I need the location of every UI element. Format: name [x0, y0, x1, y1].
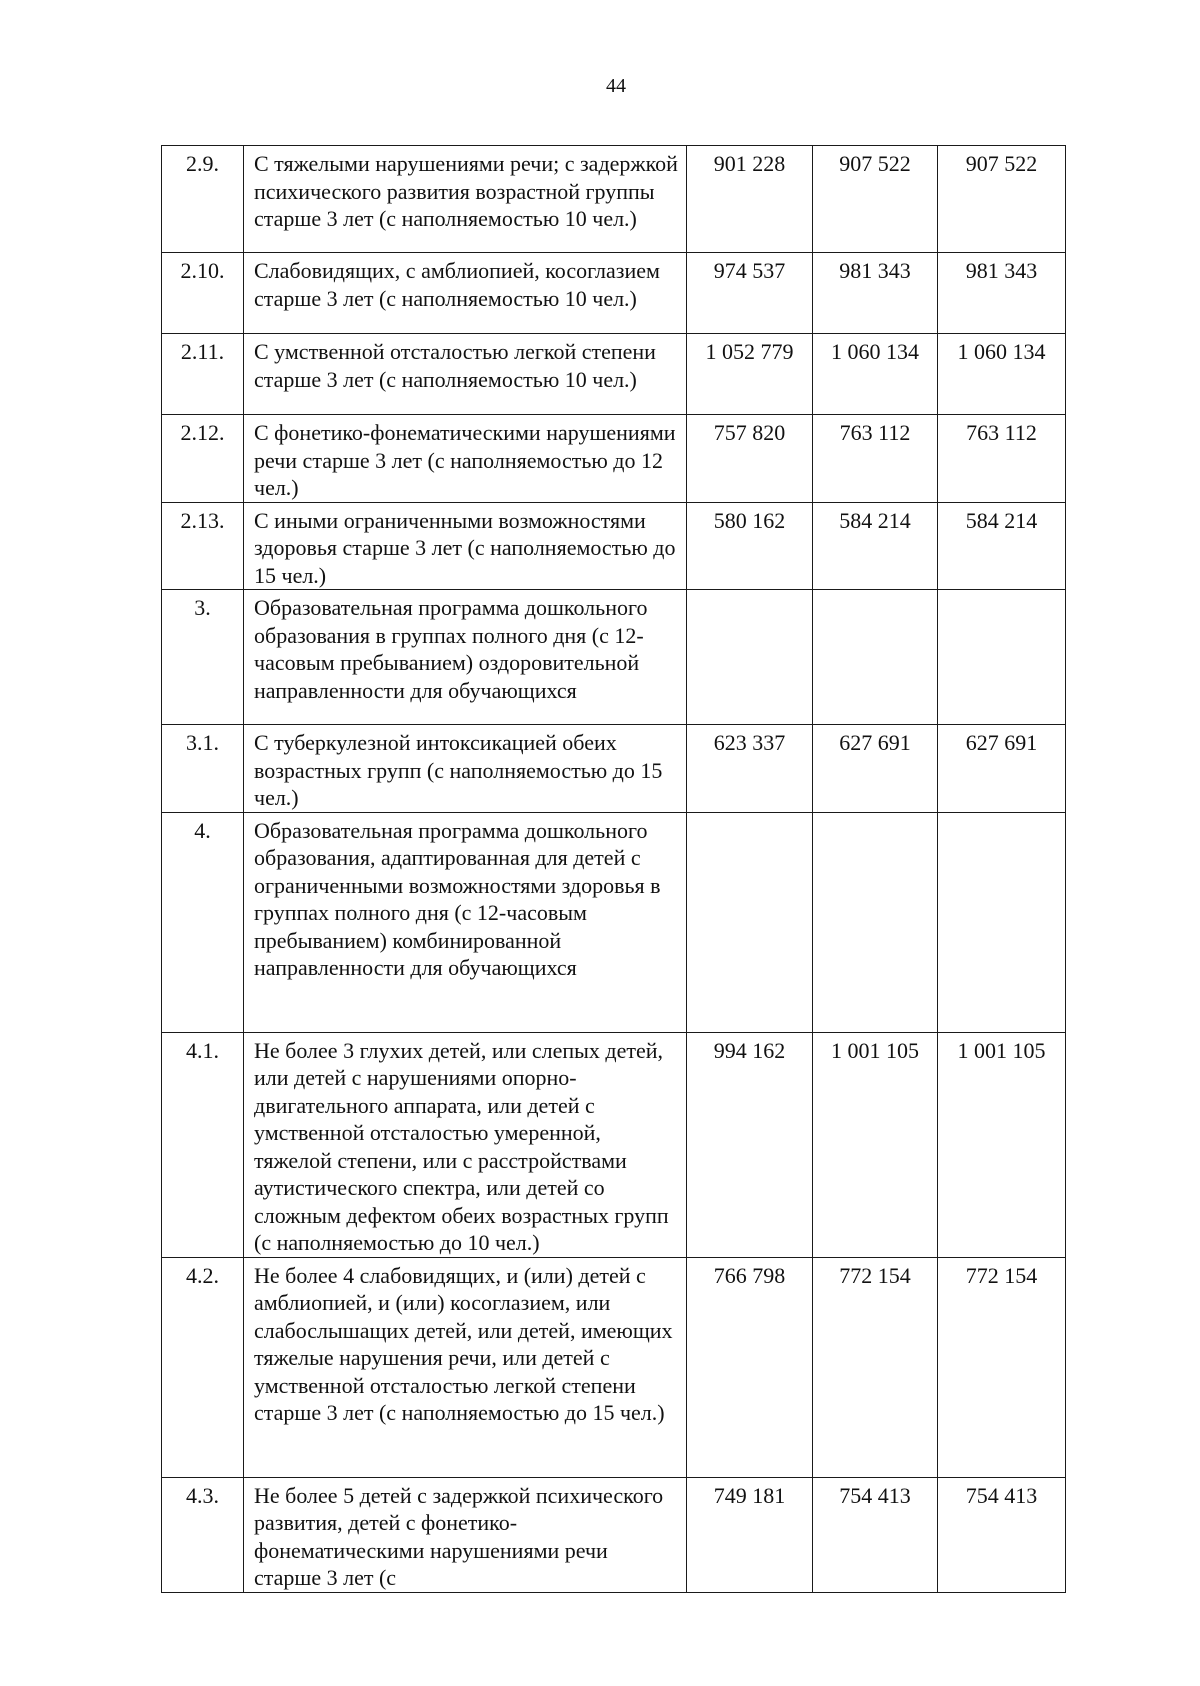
row-number: 3.1.	[162, 725, 244, 813]
table-row	[162, 812, 1066, 1032]
row-value-1: 623 337	[687, 725, 813, 813]
row-value-3: 772 154	[938, 1257, 1066, 1477]
row-value-2	[813, 590, 938, 725]
row-value-1: 766 798	[687, 1257, 813, 1477]
table-row	[162, 1032, 1066, 1257]
row-description: С тяжелыми нарушениями речи; с задержкой психического развития возрастной группы старше 3 лет (с наполняемостью 10 чел.)	[244, 146, 687, 253]
row-value-3: 1 001 105	[938, 1032, 1066, 1257]
row-value-3: 754 413	[938, 1477, 1066, 1592]
row-value-1: 1 052 779	[687, 334, 813, 415]
row-value-2: 763 112	[813, 415, 938, 503]
row-value-1: 901 228	[687, 146, 813, 253]
page-number: 44	[606, 75, 626, 97]
row-number: 2.9.	[162, 146, 244, 253]
row-value-2: 584 214	[813, 502, 938, 590]
table-row	[162, 146, 1066, 253]
row-value-2: 1 060 134	[813, 334, 938, 415]
table-row	[162, 1477, 1066, 1592]
row-value-3	[938, 590, 1066, 725]
table-row	[162, 1257, 1066, 1477]
row-value-3	[938, 812, 1066, 1032]
table-row	[162, 253, 1066, 334]
row-value-1	[687, 590, 813, 725]
row-description: С фонетико-фонематическими нарушениями речи старше 3 лет (с наполняемостью до 12 чел.)	[244, 415, 687, 503]
row-number: 4.	[162, 812, 244, 1032]
row-value-3: 763 112	[938, 415, 1066, 503]
row-value-3: 627 691	[938, 725, 1066, 813]
row-number: 4.3.	[162, 1477, 244, 1592]
row-value-1: 974 537	[687, 253, 813, 334]
row-value-3: 1 060 134	[938, 334, 1066, 415]
row-value-2	[813, 812, 938, 1032]
row-description: Не более 4 слабовидящих, и (или) детей с амблиопией, и (или) косоглазием, или слабослышащих детей, или детей, имеющих тяжелые нарушения речи, или детей с умственной отсталостью легкой степени старше 3 лет (с наполняемостью до 15 чел.)	[244, 1257, 687, 1477]
row-value-3: 907 522	[938, 146, 1066, 253]
table-row	[162, 415, 1066, 503]
row-value-2: 754 413	[813, 1477, 938, 1592]
row-value-1: 757 820	[687, 415, 813, 503]
table-row	[162, 725, 1066, 813]
row-number: 3.	[162, 590, 244, 725]
row-description: Не более 3 глухих детей, или слепых детей, или детей с нарушениями опорно-двигательного аппарата, или детей с умственной отсталостью умеренной, тяжелой степени, или с расстройствами аутистического спектра, или детей со сложным дефектом обеих возрастных групп (с наполняемостью до 10 чел.)	[244, 1032, 687, 1257]
row-value-2: 627 691	[813, 725, 938, 813]
row-value-2: 1 001 105	[813, 1032, 938, 1257]
row-value-1	[687, 812, 813, 1032]
row-description: С туберкулезной интоксикацией обеих возрастных групп (с наполняемостью до 15 чел.)	[244, 725, 687, 813]
row-value-3: 584 214	[938, 502, 1066, 590]
row-number: 4.2.	[162, 1257, 244, 1477]
row-value-1: 749 181	[687, 1477, 813, 1592]
row-number: 4.1.	[162, 1032, 244, 1257]
row-description: Образовательная программа дошкольного образования, адаптированная для детей с ограниченными возможностями здоровья в группах полного дня (с 12-часовым пребыванием) комбинированной направленности для обучающихся	[244, 812, 687, 1032]
row-description: С иными ограниченными возможностями здоровья старше 3 лет (с наполняемостью до 15 чел.)	[244, 502, 687, 590]
row-value-3: 981 343	[938, 253, 1066, 334]
row-description: Образовательная программа дошкольного образования в группах полного дня (с 12-часовым пребыванием) оздоровительной направленности для обучающихся	[244, 590, 687, 725]
row-description: Не более 5 детей с задержкой психического развития, детей с фонетико-фонематическими нарушениями речи старше 3 лет (с	[244, 1477, 687, 1592]
row-value-1: 580 162	[687, 502, 813, 590]
row-number: 2.10.	[162, 253, 244, 334]
row-description: Слабовидящих, с амблиопией, косоглазием старше 3 лет (с наполняемостью 10 чел.)	[244, 253, 687, 334]
row-number: 2.11.	[162, 334, 244, 415]
row-number: 2.12.	[162, 415, 244, 503]
row-value-2: 772 154	[813, 1257, 938, 1477]
row-description: С умственной отсталостью легкой степени старше 3 лет (с наполняемостью 10 чел.)	[244, 334, 687, 415]
table-row	[162, 334, 1066, 415]
tariff-table	[161, 145, 1066, 1593]
row-number: 2.13.	[162, 502, 244, 590]
table-row	[162, 502, 1066, 590]
row-value-2: 907 522	[813, 146, 938, 253]
table-row	[162, 590, 1066, 725]
row-value-2: 981 343	[813, 253, 938, 334]
row-value-1: 994 162	[687, 1032, 813, 1257]
